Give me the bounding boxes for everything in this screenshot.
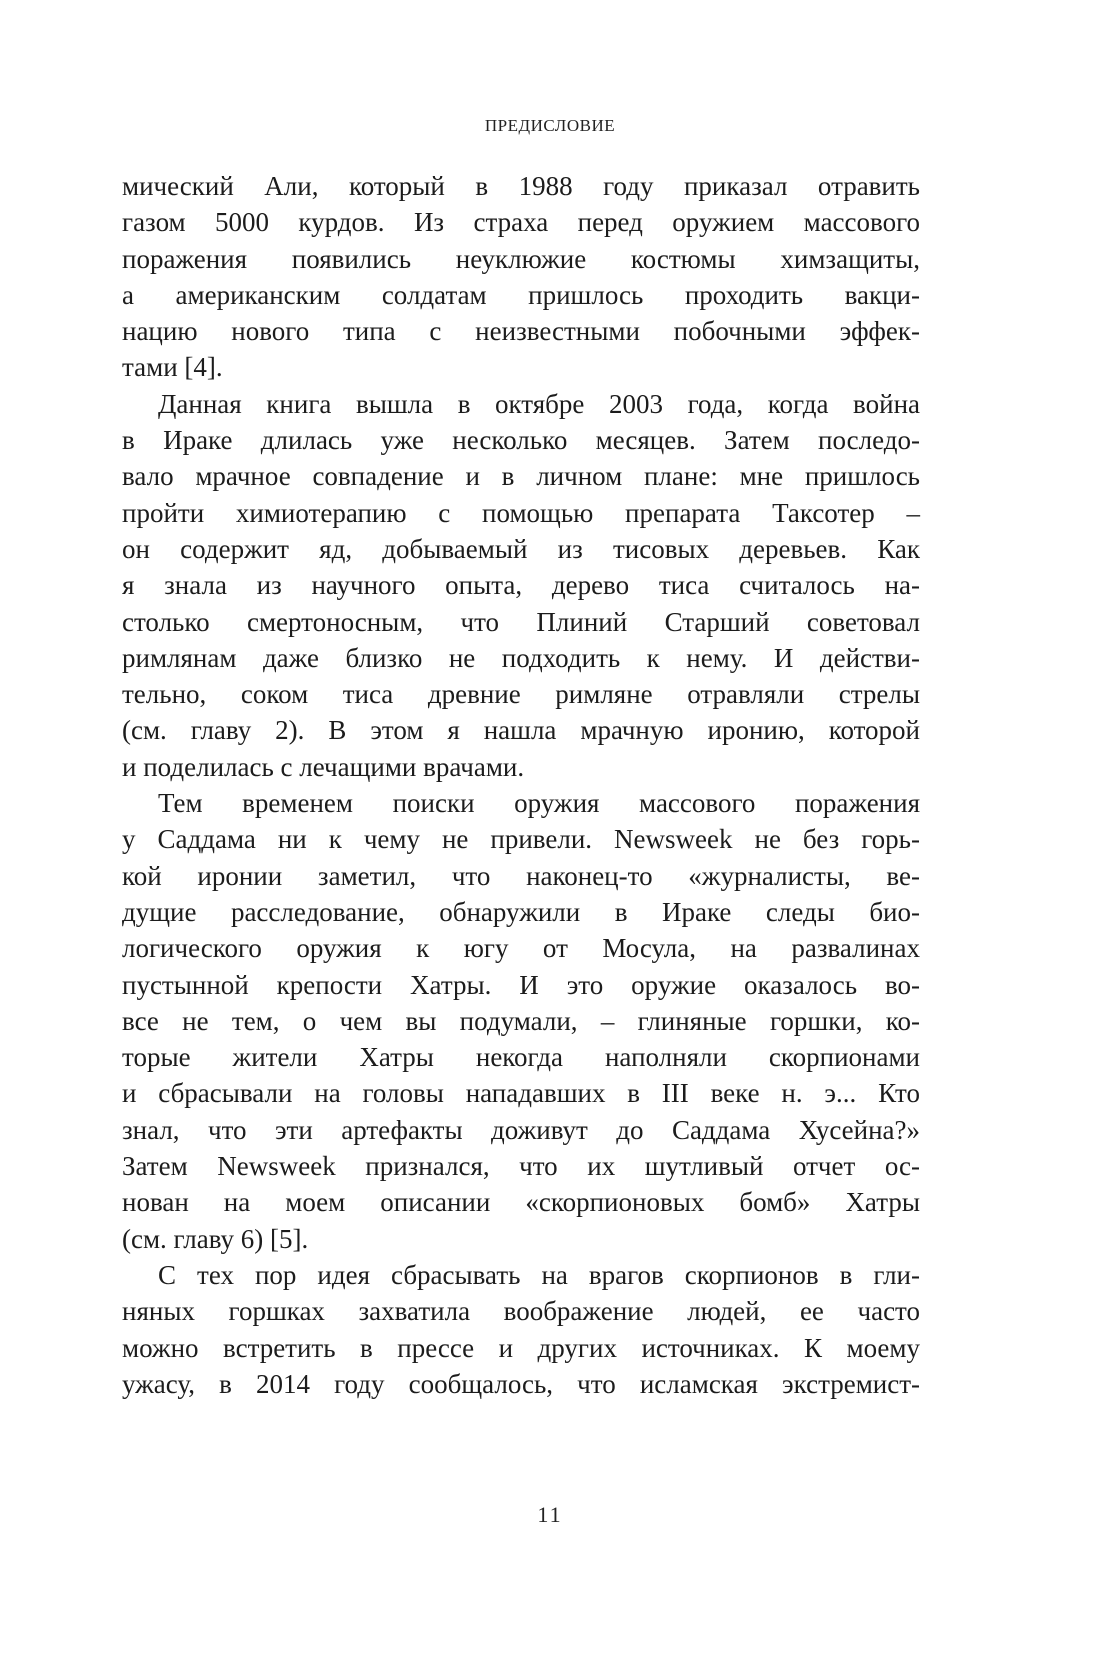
- text-line: Затем Newsweek признался, что их шутливый отчет ос-: [122, 1151, 920, 1182]
- text-line: а американским солдатам пришлось проходить вакци-: [122, 279, 920, 310]
- text-line: нован на моем описании «скорпионовых бомб» Хатры: [122, 1187, 920, 1218]
- text-line: знал, что эти артефакты доживут до Саддама Хусейна?»: [122, 1114, 920, 1145]
- text-line: римлянам даже близко не подходить к нему. И действи-: [122, 642, 920, 673]
- text-line: в Ираке длилась уже несколько месяцев. Затем последо-: [122, 425, 920, 456]
- text-line: (см. главу 6) [5].: [122, 1223, 309, 1254]
- text-line: газом 5000 курдов. Из страха перед оружием массового: [122, 207, 920, 238]
- text-line: (см. главу 2). В этом я нашла мрачную иронию, которой: [122, 715, 920, 746]
- text-line: он содержит яд, добываемый из тисовых деревьев. Как: [122, 533, 920, 564]
- text-line: нацию нового типа с неизвестными побочными эффек-: [122, 316, 920, 347]
- text-line: и поделилась с лечащими врачами.: [122, 751, 525, 782]
- text-line: ужасу, в 2014 году сообщалось, что исламская экстремист-: [122, 1368, 920, 1399]
- text-line: вало мрачное совпадение и в личном плане: мне пришлось: [122, 461, 920, 492]
- paragraph: [122, 386, 920, 785]
- text-line: дущие расследование, обнаружили в Ираке следы био-: [122, 896, 920, 927]
- text-line: столько смертоносным, что Плиний Старший советовал: [122, 606, 920, 637]
- text-line: Данная книга вышла в октябре 2003 года, когда война: [158, 388, 920, 419]
- text-line: кой иронии заметил, что наконец-то «журналисты, ве-: [122, 860, 920, 891]
- text-line: логического оружия к югу от Мосула, на развалинах: [122, 933, 920, 964]
- text-line: Тем временем поиски оружия массового поражения: [158, 788, 920, 819]
- text-line: мический Али, который в 1988 году приказал отравить: [122, 171, 920, 201]
- text-line: поражения появились неуклюжие костюмы химзащиты,: [122, 243, 920, 274]
- paragraph: [122, 785, 920, 1257]
- paragraph: [122, 1257, 920, 1402]
- text-line: пройти химиотерапию с помощью препарата Таксотер –: [122, 497, 920, 528]
- text-line: тами [4].: [122, 352, 223, 383]
- text-line: я знала из научного опыта, дерево тиса считалось на-: [122, 570, 920, 601]
- text-line: и сбрасывали на головы нападавших в III веке н. э... Кто: [122, 1078, 920, 1109]
- text-line: тельно, соком тиса древние римляне отравляли стрелы: [122, 679, 920, 710]
- text-line: можно встретить в прессе и других источниках. К моему: [122, 1332, 920, 1363]
- text-line: С тех пор идея сбрасывать на врагов скорпионов в гли-: [158, 1259, 920, 1290]
- text-line: няных горшках захватила воображение людей, ее часто: [122, 1296, 920, 1327]
- body-text: [122, 168, 920, 1402]
- text-line: торые жители Хатры некогда наполняли скорпионами: [122, 1042, 920, 1073]
- running-head: ПРЕДИСЛОВИЕ: [484, 116, 616, 135]
- text-line: пустынной крепости Хатры. И это оружие оказалось во-: [122, 969, 920, 1000]
- page-number: 11: [537, 1502, 563, 1527]
- text-line: у Саддама ни к чему не привели. Newsweek не без горь-: [122, 824, 920, 855]
- text-line: все не тем, о чем вы подумали, – глиняные горшки, ко-: [122, 1005, 920, 1036]
- paragraph: [122, 168, 920, 386]
